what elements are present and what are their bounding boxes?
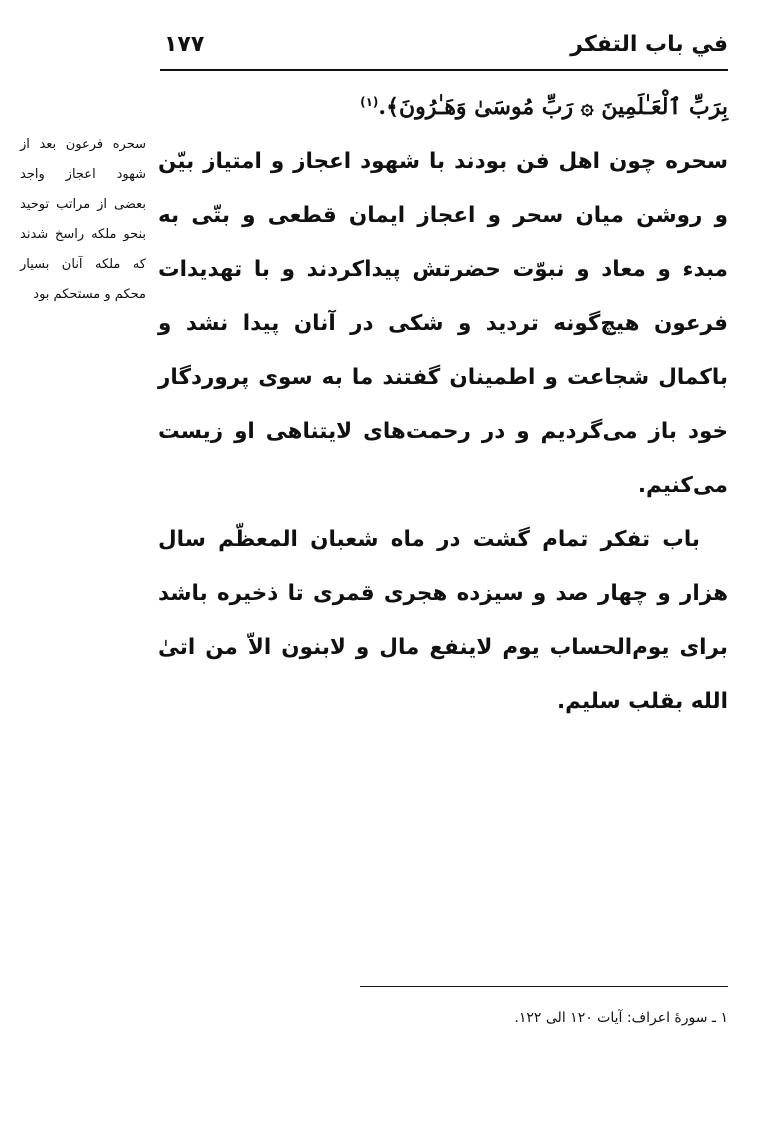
- footnote: ١ ـ سورهٔ اعراف: آيات ١٢٠ الى ١٢٢.: [514, 1010, 728, 1026]
- running-title: في باب التفكر: [570, 32, 728, 57]
- footnote-divider: [360, 986, 728, 987]
- header-rule: [160, 69, 728, 71]
- page-number: ١٧٧: [164, 32, 205, 57]
- verse-line: [158, 80, 728, 135]
- footnote-reference: (١): [360, 94, 379, 109]
- main-text: [158, 80, 728, 729]
- paragraph-1: سحره چون اهل فن بودند با شهود اعجاز و امتياز بيّن و روشن ميان سحر و اعجاز ايمان قطعى و بتّى به مبدء و معاد و نبوّت حضرتش پيداكردند و با تهديدات فرعون هيچ‌گونه ترديد و شكى در آنان پيدا نشد و باكمال شجاعت و اطمينان گفتند ما به سوى پروردگار خود باز مى‌گرديم و در رحمت‌هاى لايتناهى او زيست مى‌كنيم.: [158, 149, 728, 498]
- margin-note: سحره فرعون بعد از شهود اعجاز واجد بعضى از مراتب توحيد بنحو ملكه راسخ شدند كه ملكه آنان بسيار محكم و مستحكم بود: [20, 137, 146, 302]
- paragraph-2: باب تفكر تمام گشت در ماه شعبان المعظّم سال هزار و چهار صد و سيزده هجرى قمرى تا ذخيره باشد براى يوم‌الحساب يوم لاينفع مال و لابنون الاّ من اتىٰ الله بقلب سليم.: [158, 527, 728, 714]
- page-header: [160, 30, 728, 70]
- quran-verse: بِرَبِّ ٱلْعَـٰلَمِينَ ۞ رَبِّ مُوسَىٰ وَهَـٰرُونَ﴾.: [378, 94, 728, 120]
